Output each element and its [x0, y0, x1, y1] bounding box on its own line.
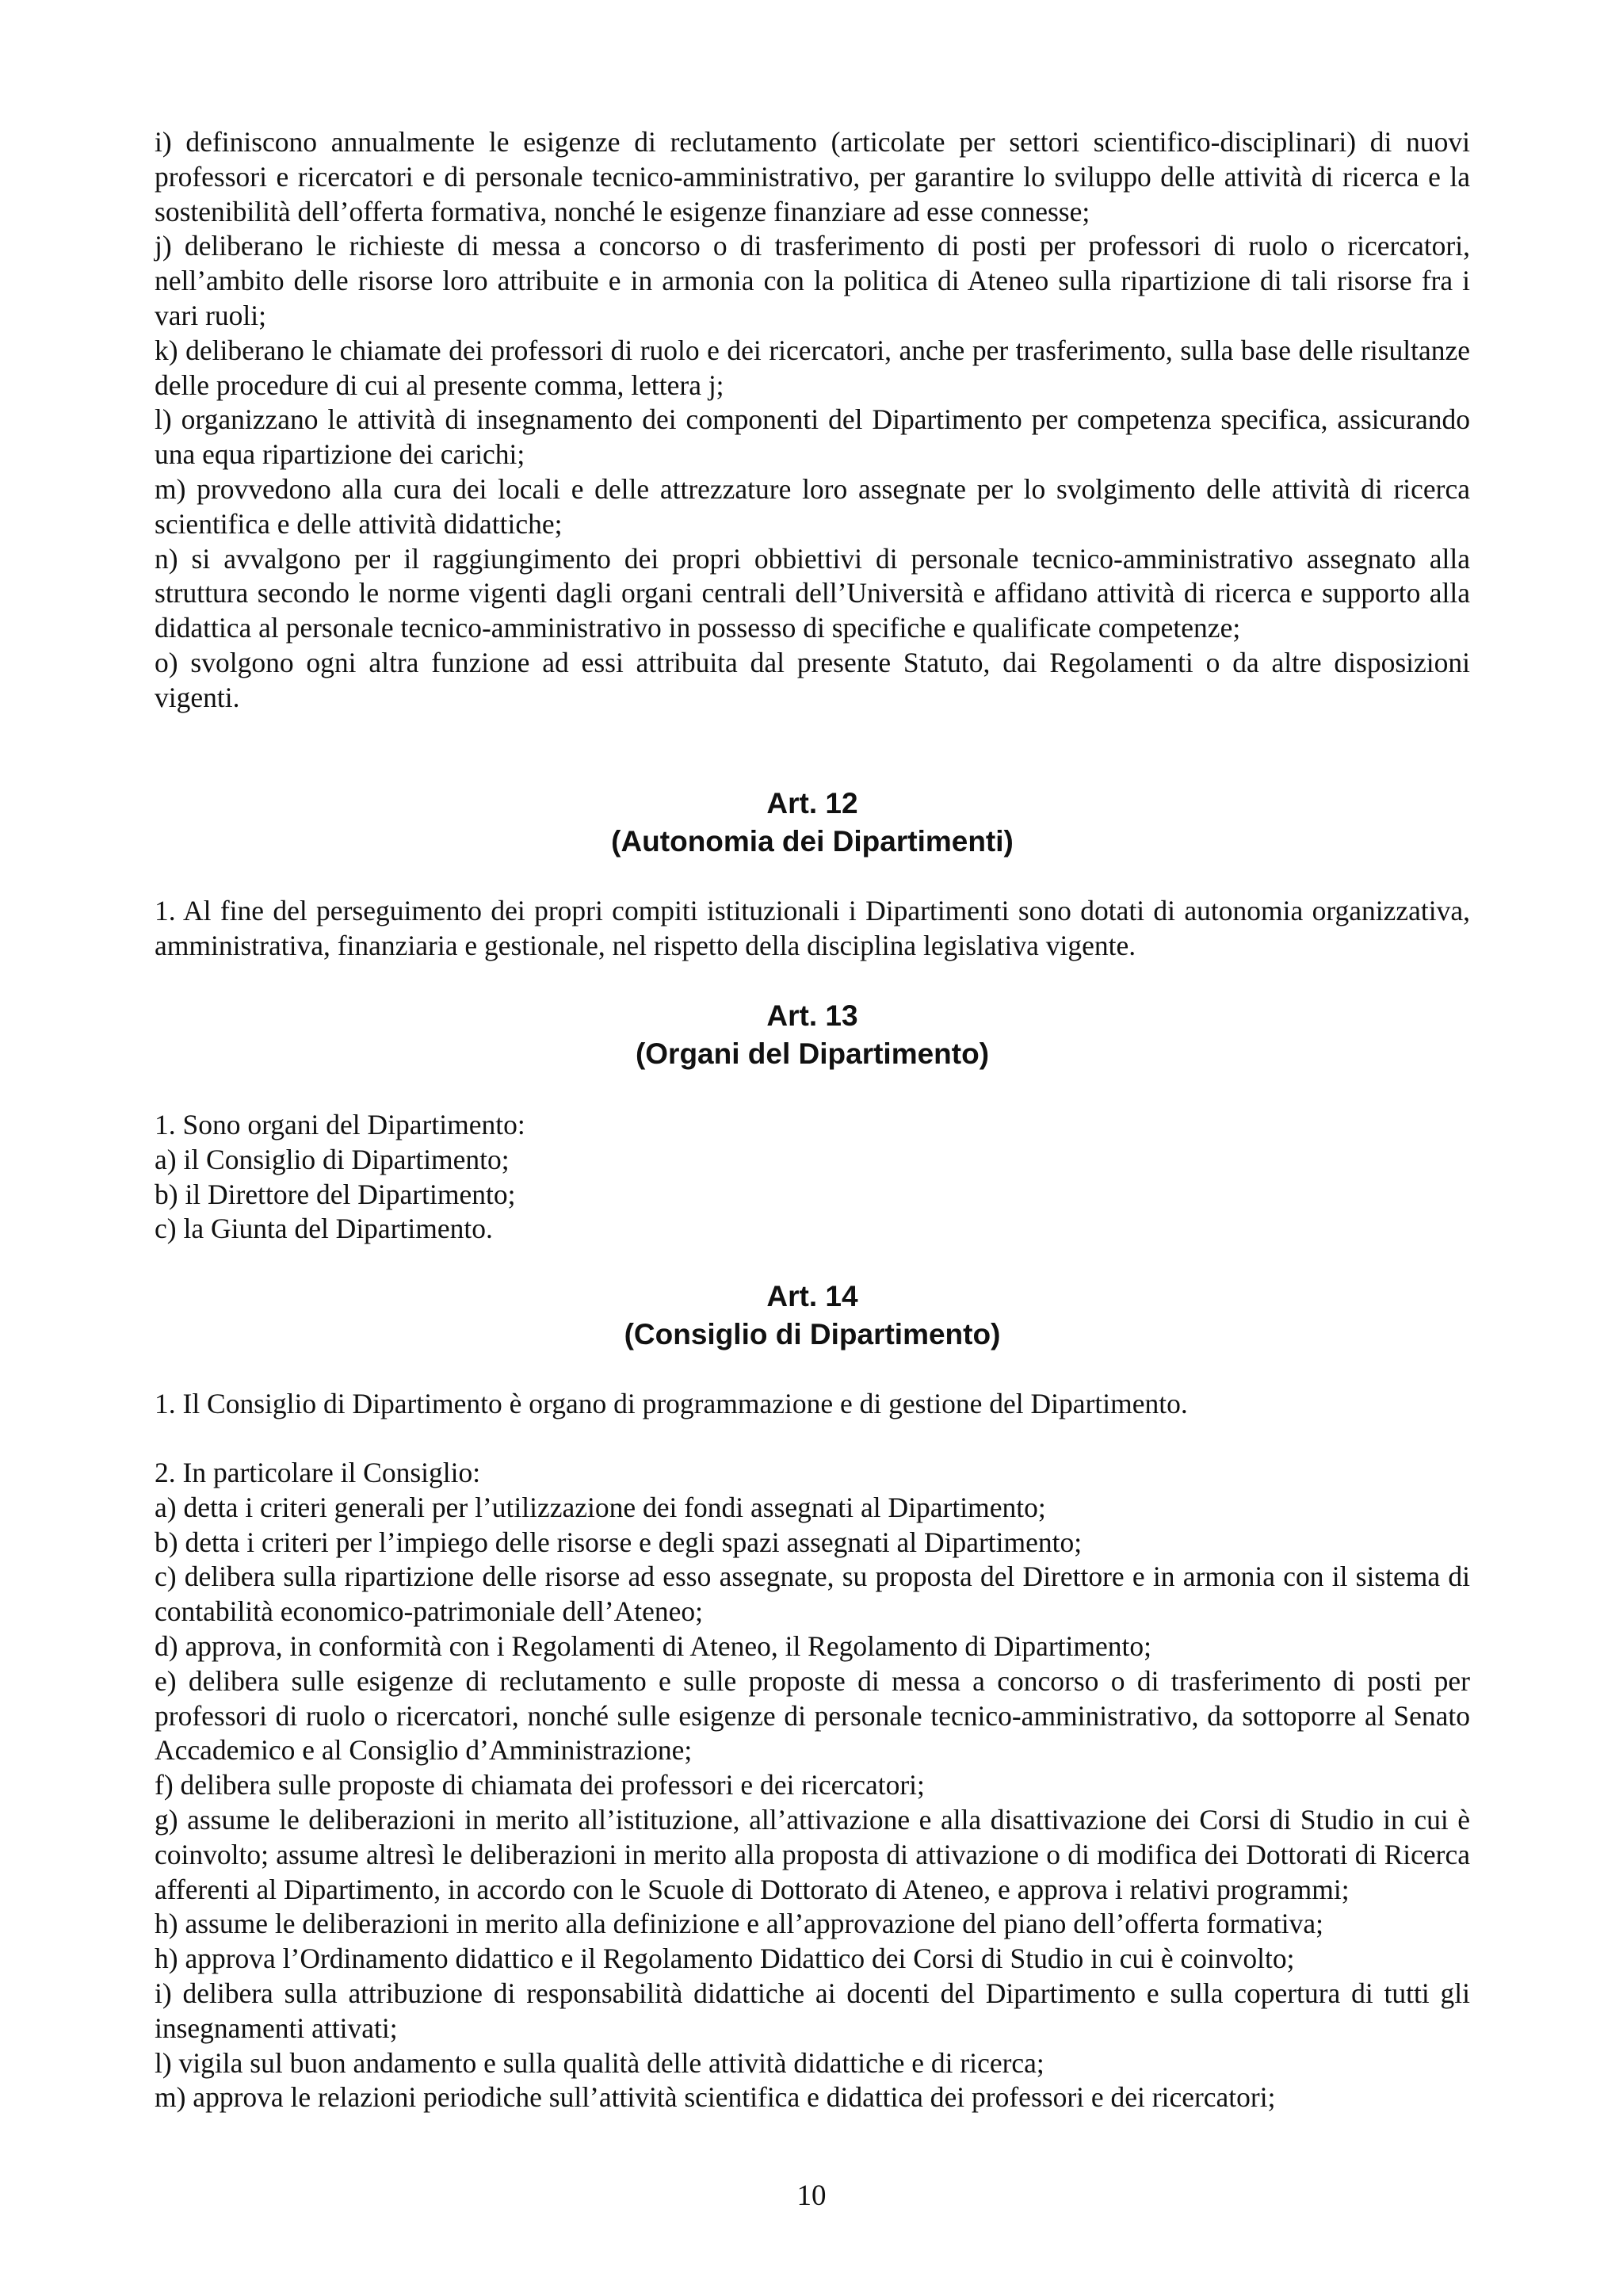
- page-number: 10: [796, 2179, 827, 2212]
- list-item: e) delibera sulle esigenze di reclutamento e sulle proposte di messa a concorso o di trasferimento di posti per professori di ruolo o ricercatori, nonché sulle esigenze di personale tecnico-amministrativo, da sottoporre al Senato Accademico e al Consiglio d’Amministrazione;: [155, 1664, 1470, 1767]
- list-item: h) approva l’Ordinamento didattico e il Regolamento Didattico dei Corsi di Studio in cui è coinvolto;: [155, 1943, 1295, 1975]
- article-title: (Autonomia dei Dipartimenti): [611, 825, 1014, 858]
- organ-list: [155, 1108, 1470, 1247]
- list-item: l) organizzano le attività di insegnamento dei componenti del Dipartimento per competenza specifica, assicurando una equa ripartizione dei carichi;: [155, 403, 1470, 471]
- list-item: b) detta i criteri per l’impiego delle risorse e degli spazi assegnati al Dipartimento;: [155, 1526, 1083, 1558]
- list-item: a) detta i criteri generali per l’utilizzazione dei fondi assegnati al Dipartimento;: [155, 1491, 1046, 1523]
- article-heading: [155, 785, 1470, 861]
- list-item: o) svolgono ogni altra funzione ad essi attribuita dal presente Statuto, dai Regolamenti o da altre disposizioni vigenti.: [155, 646, 1470, 713]
- list-item: n) si avvalgono per il raggiungimento dei propri obbiettivi di personale tecnico-amministrativo assegnato alla struttura secondo le norme vigenti dagli organi centrali dell’Università e affidano attività di ricerca e supporto alla didattica al personale tecnico-amministrativo in possesso di specifiche e qualificate competenze;: [155, 542, 1470, 644]
- article-paragraph: [155, 894, 1470, 964]
- council-duties-list: [155, 1456, 1470, 2115]
- list-item: c) delibera sulla ripartizione delle risorse ad esso assegnate, su proposta del Direttore e in armonia con il sistema di contabilità economico-patrimoniale dell’Ateneo;: [155, 1561, 1470, 1628]
- list-item: g) assume le deliberazioni in merito all’istituzione, all’attivazione e alla disattivazione dei Corsi di Studio in cui è coinvolto; assume altresì le deliberazioni in merito alla proposta di attivazione o di modifica dei Dottorati di Ricerca afferenti al Dipartimento, in accordo con le Scuole di Dottorato di Ateneo, e approva i relativi programmi;: [155, 1803, 1470, 1905]
- list-continuation: [155, 125, 1470, 716]
- list-item: c) la Giunta del Dipartimento.: [155, 1213, 493, 1245]
- list-item: i) delibera sulla attribuzione di responsabilità didattiche ai docenti del Dipartimento e sulla copertura di tutti gli insegnamenti attivati;: [155, 1977, 1470, 2044]
- list-item: 1. Sono organi del Dipartimento:: [155, 1109, 525, 1140]
- paragraph-text: 1. Il Consiglio di Dipartimento è organo di programmazione e di gestione del Dipartimento.: [155, 1388, 1188, 1419]
- list-item: l) vigila sul buon andamento e sulla qualità delle attività didattiche e di ricerca;: [155, 2046, 1044, 2079]
- list-item: m) provvedono alla cura dei locali e delle attrezzature loro assegnate per lo svolgimento delle attività di ricerca scientifica e delle attività didattiche;: [155, 472, 1470, 540]
- article-number: Art. 13: [766, 999, 858, 1032]
- list-item: m) approva le relazioni periodiche sull’attività scientifica e didattica dei professori e dei ricercatori;: [155, 2081, 1276, 2114]
- paragraph-text: 1. Al fine del perseguimento dei propri compiti istituzionali i Dipartimenti sono dotati di autonomia organizzativa, amministrativa, finanziaria e gestionale, nel rispetto della disciplina legislativa vigente.: [155, 895, 1470, 961]
- article-number: Art. 14: [766, 1280, 858, 1312]
- list-item: b) il Direttore del Dipartimento;: [155, 1178, 516, 1210]
- article-paragraph: [155, 1387, 1470, 1422]
- article-heading: [155, 1278, 1470, 1354]
- article-title: (Organi del Dipartimento): [635, 1037, 990, 1070]
- list-item: k) deliberano le chiamate dei professori di ruolo e dei ricercatori, anche per trasferimento, sulla base delle risultanze delle procedure di cui al presente comma, lettera j;: [155, 334, 1470, 401]
- list-item: d) approva, in conformità con i Regolamenti di Ateneo, il Regolamento di Dipartimento;: [155, 1629, 1151, 1662]
- list-item: 2. In particolare il Consiglio:: [155, 1457, 481, 1488]
- article-number: Art. 12: [766, 787, 858, 819]
- article-heading: [155, 997, 1470, 1073]
- list-item: h) assume le deliberazioni in merito alla definizione e all’approvazione del piano dell’offerta formativa;: [155, 1908, 1323, 1940]
- article-title: (Consiglio di Dipartimento): [624, 1318, 1001, 1350]
- list-item: j) deliberano le richieste di messa a concorso o di trasferimento di posti per professori di ruolo o ricercatori, nell’ambito delle risorse loro attribuite e in armonia con la politica di Ateneo sulla ripartizione di tali risorse fra i vari ruoli;: [155, 230, 1470, 331]
- list-item: a) il Consiglio di Dipartimento;: [155, 1143, 510, 1175]
- list-item: i) definiscono annualmente le esigenze di reclutamento (articolate per settori scientifico-disciplinari) di nuovi professori e ricercatori e di personale tecnico-amministrativo, per garantire lo sviluppo delle attività di ricerca e la sostenibilità dell’offerta formativa, nonché le esigenze finanziare ad esse connesse;: [155, 126, 1470, 227]
- list-item: f) delibera sulle proposte di chiamata dei professori e dei ricercatori;: [155, 1769, 925, 1801]
